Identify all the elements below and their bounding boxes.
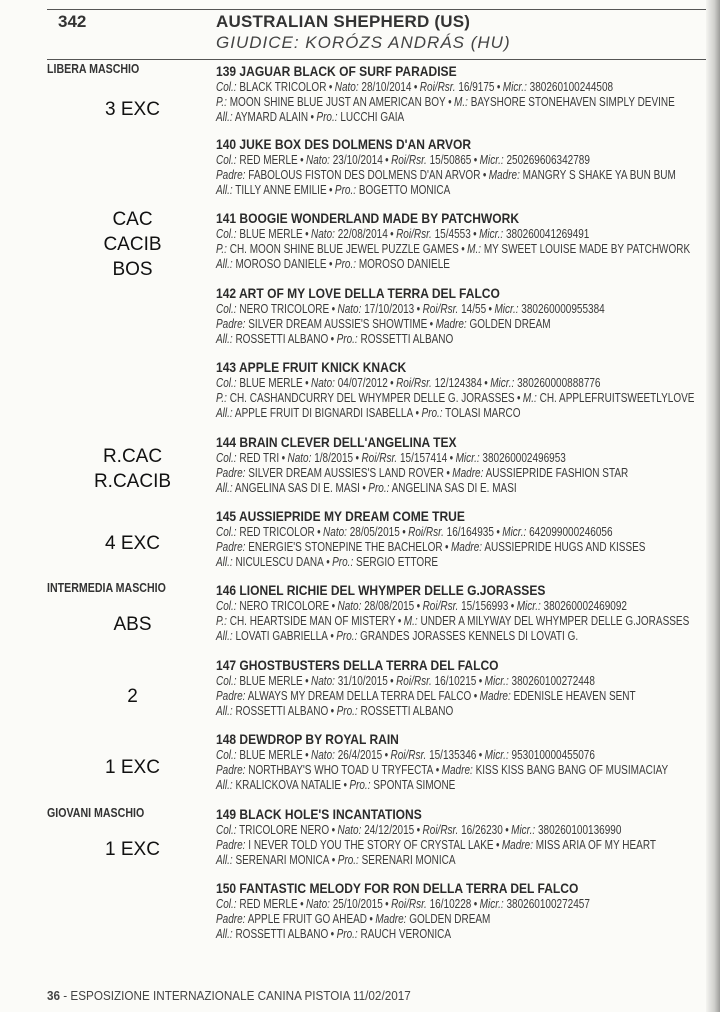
entry-title: 144 BRAIN CLEVER DELL'ANGELINA TEX: [216, 434, 457, 450]
entry-title: 149 BLACK HOLE'S INCANTATIONS: [216, 806, 422, 822]
result-149: 1 EXC: [105, 839, 160, 860]
entry-148: [216, 730, 720, 793]
entry-title: 147 GHOSTBUSTERS DELLA TERRA DEL FALCO: [216, 657, 499, 673]
header-top-rule: [47, 9, 706, 10]
entry-details: Col.: BLUE MERLE • Nato: 04/07/2012 • Roi/Rsr. 12/124384 • Micr.: 380260000888776: [216, 376, 601, 390]
entry-details: Col.: BLUE MERLE • Nato: 22/08/2014 • Roi/Rsr. 15/4553 • Micr.: 380260041269491: [216, 227, 590, 241]
entry-details: Col.: RED MERLE • Nato: 25/10/2015 • Roi/Rsr. 16/10228 • Micr.: 380260100272457: [216, 897, 590, 911]
entry-140: [216, 135, 720, 198]
entry-title: 140 JUKE BOX DES DOLMENS D'AN ARVOR: [216, 136, 472, 152]
entry-title: 143 APPLE FRUIT KNICK KNACK: [216, 359, 407, 375]
entry-parents: Padre: FABOLOUS FISTON DES DOLMENS D'AN ARVOR • Madre: MANGRY S SHAKE YA BUN BUM: [216, 168, 676, 182]
entry-owners: All.: LOVATI GABRIELLA • Pro.: GRANDES JORASSES KENNELS DI LOVATI G.: [216, 629, 579, 643]
entry-owners: All.: SERENARI MONICA • Pro.: SERENARI MONICA: [216, 853, 456, 867]
result-147: 2: [127, 686, 138, 707]
entry-144: [216, 433, 720, 496]
entry-parents: Padre: SILVER DREAM AUSSIES'S LAND ROVER • Madre: AUSSIEPRIDE FASHION STAR: [216, 466, 629, 480]
header-bottom-rule: [47, 59, 706, 60]
entry-147: [216, 656, 720, 719]
result-141-bos: BOS: [112, 259, 153, 280]
footer-text: - ESPOSIZIONE INTERNAZIONALE CANINA PISTOIA 11/02/2017: [63, 988, 411, 1003]
entry-142: [216, 284, 720, 347]
entry-details: Col.: RED TRI • Nato: 1/8/2015 • Roi/Rsr. 15/157414 • Micr.: 380260002496953: [216, 451, 566, 465]
entry-parents: P.: CH. HEARTSIDE MAN OF MISTERY • M.: UNDER A MILYWAY DEL WHYMPER DELLE G.JORASSES: [216, 614, 690, 628]
entry-owners: All.: ROSSETTI ALBANO • Pro.: RAUCH VERONICA: [216, 927, 452, 941]
entry-title: 139 JAGUAR BLACK OF SURF PARADISE: [216, 63, 457, 79]
page-footer: [47, 988, 411, 1003]
entry-owners: All.: ROSSETTI ALBANO • Pro.: ROSSETTI ALBANO: [216, 332, 454, 346]
entry-parents: Padre: SILVER DREAM AUSSIE'S SHOWTIME • Madre: GOLDEN DREAM: [216, 317, 551, 331]
entry-owners: All.: TILLY ANNE EMILIE • Pro.: BOGETTO MONICA: [216, 183, 451, 197]
entry-145: [216, 507, 720, 570]
result-146: ABS: [113, 614, 152, 635]
footer-page-number: 36: [47, 988, 61, 1003]
entry-owners: All.: APPLE FRUIT DI BIGNARDI ISABELLA • Pro.: TOLASI MARCO: [216, 406, 521, 420]
entry-title: 150 FANTASTIC MELODY FOR RON DELLA TERRA DEL FALCO: [216, 880, 579, 896]
class-label-giovani: GIOVANI MASCHIO: [47, 806, 145, 820]
entry-title: 146 LIONEL RICHIE DEL WHYMPER DELLE G.JORASSES: [216, 582, 546, 598]
catalog-number: 342: [58, 12, 87, 31]
entry-parents: Padre: I NEVER TOLD YOU THE STORY OF CRYSTAL LAKE • Madre: MISS ARIA OF MY HEART: [216, 838, 656, 852]
entry-title: 142 ART OF MY LOVE DELLA TERRA DEL FALCO: [216, 285, 500, 301]
entry-owners: All.: ROSSETTI ALBANO • Pro.: ROSSETTI ALBANO: [216, 704, 454, 718]
entry-owners: All.: KRALICKOVA NATALIE • Pro.: SPONTA SIMONE: [216, 778, 456, 792]
result-145: 4 EXC: [105, 533, 160, 554]
entry-title: 148 DEWDROP BY ROYAL RAIN: [216, 731, 399, 747]
judge-name: GIUDICE: KORÓZS ANDRÁS (HU): [216, 33, 511, 52]
entry-143: [216, 358, 720, 421]
class-label-libera: LIBERA MASCHIO: [47, 62, 140, 76]
entry-details: Col.: TRICOLORE NERO • Nato: 24/12/2015 • Roi/Rsr. 16/26230 • Micr.: 380260100136990: [216, 823, 622, 837]
entry-details: Col.: RED TRICOLOR • Nato: 28/05/2015 • Roi/Rsr. 16/164935 • Micr.: 642099000246056: [216, 525, 613, 539]
entry-owners: All.: ANGELINA SAS DI E. MASI • Pro.: ANGELINA SAS DI E. MASI: [216, 481, 517, 495]
entry-details: Col.: RED MERLE • Nato: 23/10/2014 • Roi/Rsr. 15/50865 • Micr.: 250269606342789: [216, 153, 590, 167]
entry-title: 145 AUSSIEPRIDE MY DREAM COME TRUE: [216, 508, 465, 524]
entry-details: Col.: BLUE MERLE • Nato: 31/10/2015 • Roi/Rsr. 16/10215 • Micr.: 380260100272448: [216, 674, 595, 688]
entry-details: Col.: BLACK TRICOLOR • Nato: 28/10/2014 • Roi/Rsr. 16/9175 • Micr.: 380260100244508: [216, 80, 614, 94]
entry-owners: All.: AYMARD ALAIN • Pro.: LUCCHI GAIA: [216, 110, 405, 124]
entry-parents: P.: CH. CASHANDCURRY DEL WHYMPER DELLE G. JORASSES • M.: CH. APPLEFRUITSWEETLYLOVE: [216, 391, 695, 405]
entry-details: Col.: BLUE MERLE • Nato: 26/4/2015 • Roi/Rsr. 15/135346 • Micr.: 953010000455076: [216, 748, 595, 762]
breed-title: AUSTRALIAN SHEPHERD (US): [216, 12, 471, 31]
result-141-cacib: CACIB: [103, 234, 162, 255]
entry-parents: P.: MOON SHINE BLUE JUST AN AMERICAN BOY • M.: BAYSHORE STONEHAVEN SIMPLY DEVINE: [216, 95, 675, 109]
entry-139: [216, 62, 720, 125]
entry-146: [216, 581, 720, 644]
entry-details: Col.: NERO TRICOLORE • Nato: 17/10/2013 • Roi/Rsr. 14/55 • Micr.: 380260000955384: [216, 302, 605, 316]
entry-parents: Padre: ALWAYS MY DREAM DELLA TERRA DEL FALCO • Madre: EDENISLE HEAVEN SENT: [216, 689, 636, 703]
entry-parents: Padre: NORTHBAY'S WHO TOAD U TRYFECTA • Madre: KISS KISS BANG BANG OF MUSIMACIAY: [216, 763, 669, 777]
class-label-intermedia: INTERMEDIA MASCHIO: [47, 581, 166, 595]
entry-parents: Padre: ENERGIE'S STONEPINE THE BACHELOR • Madre: AUSSIEPRIDE HUGS AND KISSES: [216, 540, 646, 554]
entry-150: [216, 879, 720, 942]
entry-owners: All.: MOROSO DANIELE • Pro.: MOROSO DANIELE: [216, 257, 450, 271]
entry-parents: Padre: APPLE FRUIT GO AHEAD • Madre: GOLDEN DREAM: [216, 912, 491, 926]
result-144-rcac: R.CAC: [102, 446, 163, 467]
result-141-cac: CAC: [112, 209, 153, 230]
result-148: 1 EXC: [105, 757, 160, 778]
entry-title: 141 BOOGIE WONDERLAND MADE BY PATCHWORK: [216, 210, 520, 226]
entry-owners: All.: NICULESCU DANA • Pro.: SERGIO ETTORE: [216, 555, 439, 569]
entry-parents: P.: CH. MOON SHINE BLUE JEWEL PUZZLE GAMES • M.: MY SWEET LOUISE MADE BY PATCHWORK: [216, 242, 691, 256]
result-139: 3 EXC: [105, 99, 160, 120]
entry-details: Col.: NERO TRICOLORE • Nato: 28/08/2015 • Roi/Rsr. 15/156993 • Micr.: 380260002469092: [216, 599, 627, 613]
result-144-rcacib: R.CACIB: [93, 471, 172, 492]
entry-141: [216, 209, 720, 272]
entry-149: [216, 805, 720, 868]
